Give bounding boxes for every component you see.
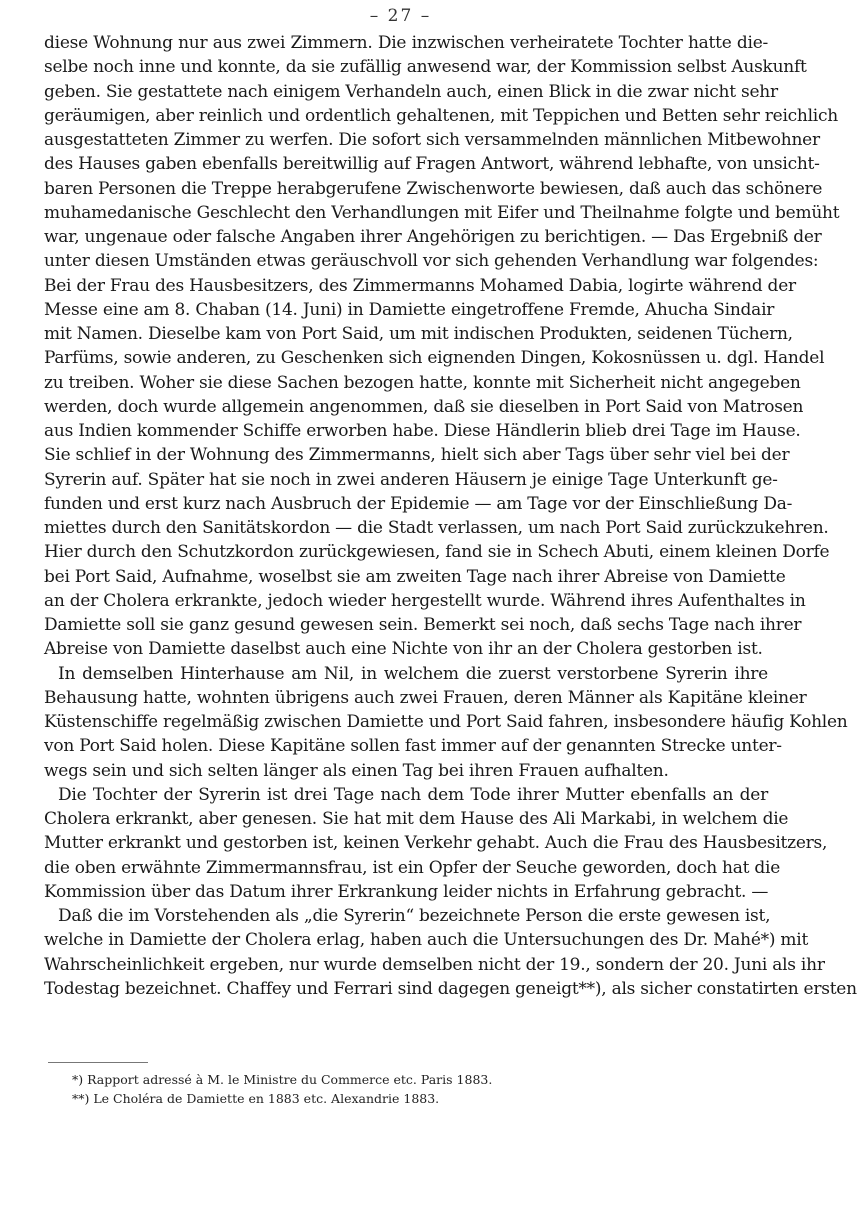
text-line: Damiette soll sie ganz gesund gewesen sein. Bemerkt sei noch, daß sechs Tage nach ihrer bbox=[44, 615, 802, 635]
text-line: Cholera erkrankt, aber genesen. Sie hat mit dem Hause des Ali Markabi, in welchem die bbox=[44, 809, 789, 829]
text-line: Syrerin auf. Später hat sie noch in zwei anderen Häusern je einige Tage Unterkunft ge- bbox=[44, 469, 778, 490]
text-line: Hier durch den Schutzkordon zurückgewiesen, fand sie in Schech Abuti, einem kleinen Dorfe bbox=[44, 542, 830, 563]
text-line: an der Cholera erkrankte, jedoch wieder hergestellt wurde. Während ihres Aufenthaltes in bbox=[44, 590, 806, 611]
footnote-divider bbox=[48, 1062, 148, 1063]
text-line: Wahrscheinlichkeit ergeben, nur wurde demselben nicht der 19., sondern der 20. Juni als ihr bbox=[44, 954, 825, 975]
footnote: *) Rapport adressé à M. le Ministre du Commerce etc. Paris 1883. bbox=[72, 1072, 493, 1087]
text-line: In demselben Hinterhause am Nil, in welchem die zuerst verstorbene Syrerin ihre bbox=[58, 663, 768, 684]
text-line: Küstenschiffe regelmäßig zwischen Damiette und Port Said fahren, insbesondere häufig Kohlen bbox=[44, 712, 848, 732]
text-line: war, ungenaue oder falsche Angaben ihrer Angehörigen zu berichtigen. — Das Ergebniß der bbox=[44, 227, 822, 247]
text-line: die oben erwähnte Zimmermannsfrau, ist ein Opfer der Seuche geworden, doch hat die bbox=[44, 857, 780, 878]
text-line: funden und erst kurz nach Ausbruch der Epidemie — am Tage vor der Einschließung Da- bbox=[44, 493, 793, 514]
text-line: Abreise von Damiette daselbst auch eine Nichte von ihr an der Cholera gestorben ist. bbox=[44, 639, 763, 660]
text-line: aus Indien kommender Schiffe erworben habe. Diese Händlerin blieb drei Tage im Hause. bbox=[44, 421, 801, 441]
text-line: welche in Damiette der Cholera erlag, haben auch die Untersuchungen des Dr. Mahé*) mit bbox=[44, 930, 809, 951]
text-line: Mutter erkrankt und gestorben ist, keinen Verkehr gehabt. Auch die Frau des Hausbesitzers, bbox=[44, 833, 828, 854]
text-line: unter diesen Umständen etwas geräuschvoll vor sich gehenden Verhandlung war folgendes: bbox=[44, 251, 819, 272]
text-line: muhamedanische Geschlecht den Verhandlungen mit Eifer und Theilnahme folgte und bemüht bbox=[44, 202, 840, 223]
text-line: von Port Said holen. Diese Kapitäne sollen fast immer auf der genannten Strecke unter- bbox=[44, 736, 782, 757]
footnotes bbox=[72, 1070, 752, 1108]
text-line: geräumigen, aber reinlich und ordentlich gehaltenen, mit Teppichen und Betten sehr reichlich bbox=[44, 105, 838, 126]
text-line: zu treiben. Woher sie diese Sachen bezogen hatte, konnte mit Sicherheit nicht angegeben bbox=[44, 372, 801, 393]
text-line: mit Namen. Dieselbe kam von Port Said, um mit indischen Produkten, seidenen Tüchern, bbox=[44, 324, 793, 344]
text-line: werden, doch wurde allgemein angenommen, daß sie dieselben in Port Said von Matrosen bbox=[44, 396, 804, 417]
text-line: bei Port Said, Aufnahme, woselbst sie am zweiten Tage nach ihrer Abreise von Damiette bbox=[44, 566, 786, 587]
text-line: Daß die im Vorstehenden als „die Syrerin“ bezeichnete Person die erste gewesen ist, bbox=[58, 906, 771, 926]
text-line: Behausung hatte, wohnten übrigens auch zwei Frauen, deren Männer als Kapitäne kleiner bbox=[44, 687, 807, 708]
text-line: selbe noch inne und konnte, da sie zufällig anwesend war, der Kommission selbst Auskunft bbox=[44, 57, 807, 78]
text-line: des Hauses gaben ebenfalls bereitwillig auf Fragen Antwort, während lebhafte, von unsicht- bbox=[44, 154, 820, 175]
text-line: diese Wohnung nur aus zwei Zimmern. Die inzwischen verheiratete Tochter hatte die- bbox=[44, 33, 768, 53]
body-text bbox=[44, 31, 857, 1001]
text-line: Sie schlief in der Wohnung des Zimmermanns, hielt sich aber Tags über sehr viel bei der bbox=[44, 445, 790, 466]
text-line: ausgestatteten Zimmer zu werfen. Die sofort sich versammelnden männlichen Mitbewohner bbox=[44, 130, 820, 150]
page-number: – 27 – bbox=[369, 6, 432, 26]
text-line: baren Personen die Treppe herabgerufene Zwischenworte bewiesen, daß auch das schönere bbox=[44, 178, 823, 199]
text-line: geben. Sie gestattete nach einigem Verhandeln auch, einen Blick in die zwar nicht sehr bbox=[44, 81, 778, 102]
text-line: Die Tochter der Syrerin ist drei Tage nach dem Tode ihrer Mutter ebenfalls an der bbox=[58, 784, 768, 805]
text-line: Messe eine am 8. Chaban (14. Juni) in Damiette eingetroffene Fremde, Ahucha Sindair bbox=[44, 299, 775, 320]
text-line: Bei der Frau des Hausbesitzers, des Zimmermanns Mohamed Dabia, logirte während der bbox=[44, 275, 796, 296]
text-line: wegs sein und sich selten länger als einen Tag bei ihren Frauen aufhalten. bbox=[44, 760, 669, 781]
text-line: Todestag bezeichnet. Chaffey und Ferrari sind dagegen geneigt**), als sicher constatirten ersten bbox=[44, 978, 857, 999]
text-line: Parfüms, sowie anderen, zu Geschenken sich eignenden Dingen, Kokosnüssen u. dgl. Handel bbox=[44, 348, 825, 369]
text-line: Kommission über das Datum ihrer Erkrankung leider nichts in Erfahrung gebracht. — bbox=[44, 881, 769, 902]
footnote: **) Le Choléra de Damiette en 1883 etc. Alexandrie 1883. bbox=[72, 1091, 440, 1106]
text-line: miettes durch den Sanitätskordon — die Stadt verlassen, um nach Port Said zurückzukehren. bbox=[44, 518, 829, 538]
